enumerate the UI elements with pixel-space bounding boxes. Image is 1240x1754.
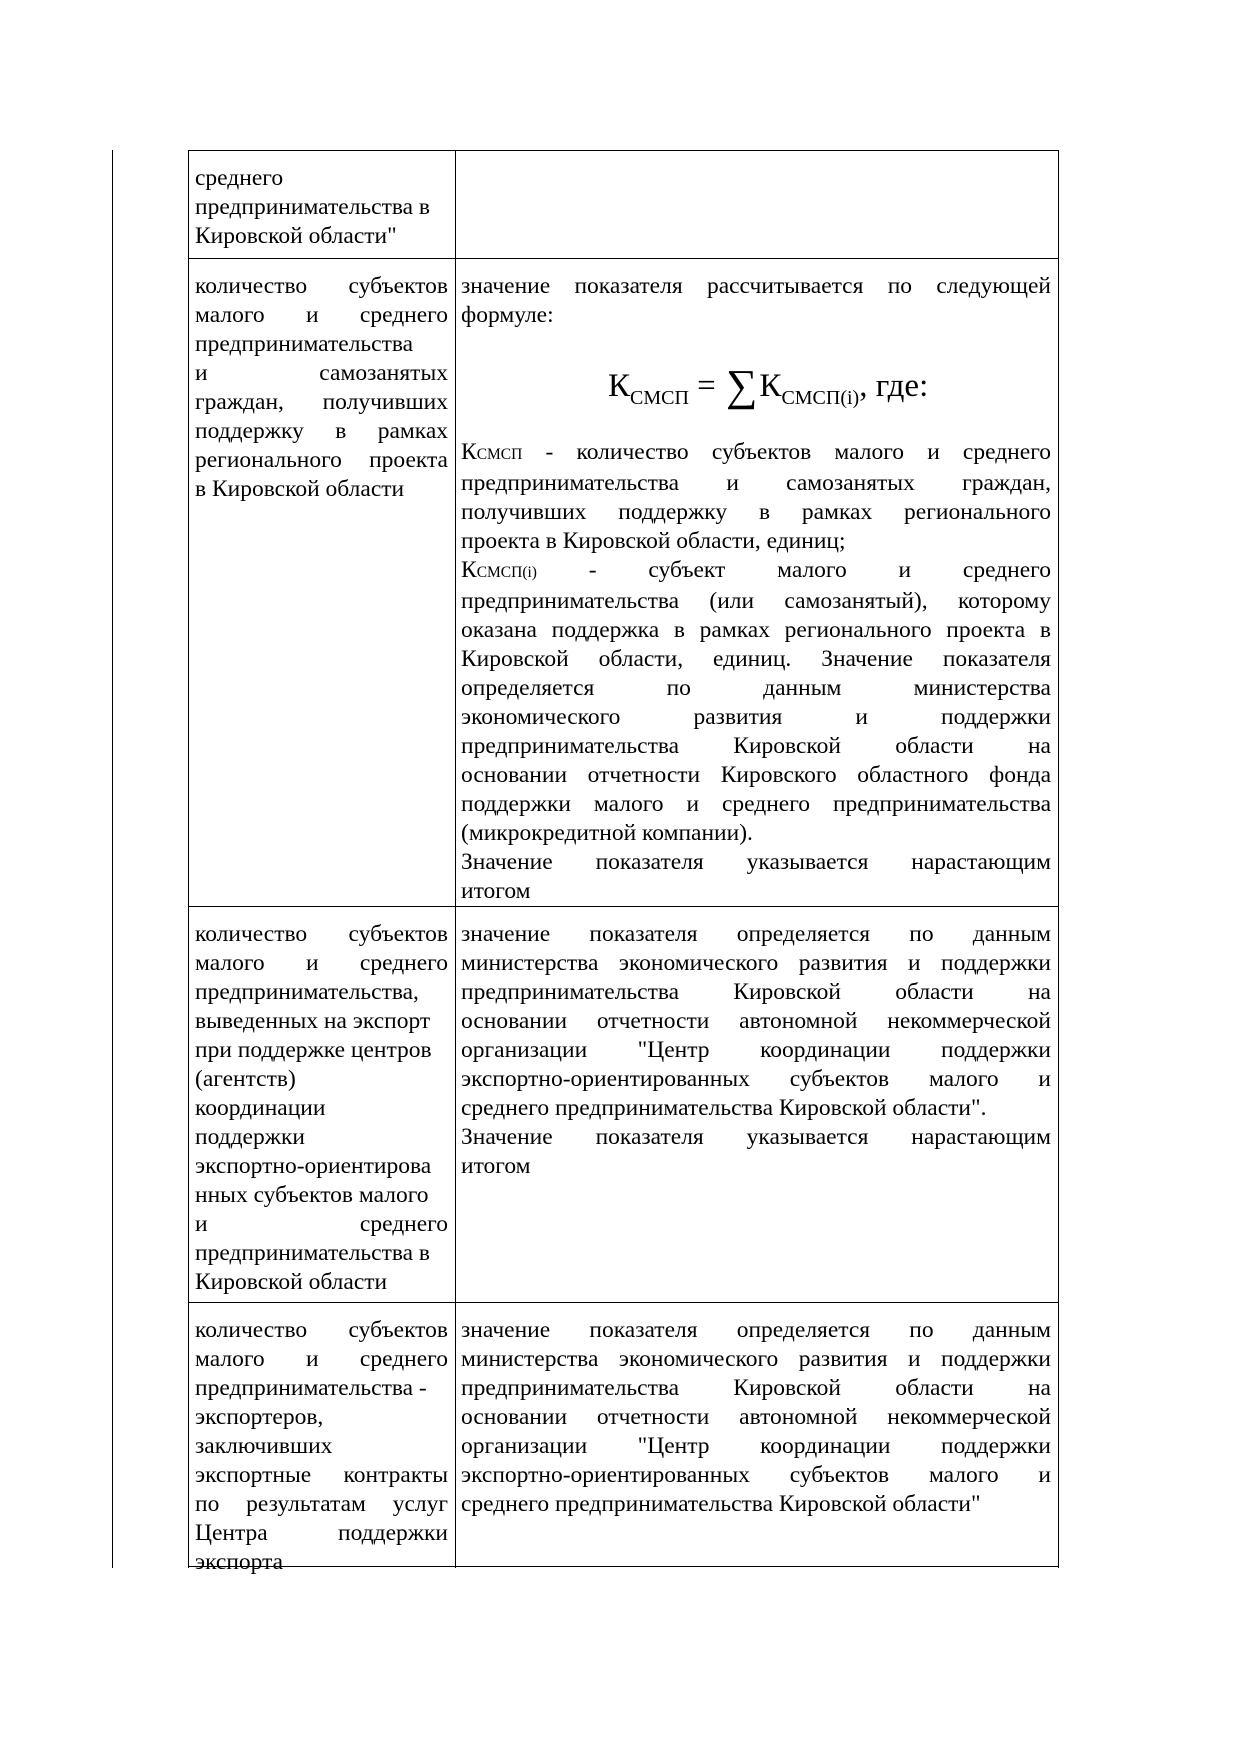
definition-line: экономического развития и поддержки [461, 704, 1051, 730]
table-row-divider [188, 1302, 1059, 1303]
sum-symbol: ∑ [726, 361, 758, 410]
indicator-line: предпринимательства в [195, 1240, 431, 1266]
indicator-line: предпринимательства [195, 331, 414, 357]
table-row-2-method-intro [461, 272, 1051, 330]
method-line: среднего предпринимательства Кировской области". [461, 1095, 987, 1121]
indicator-line: по результатам услуг [195, 1491, 448, 1517]
method-line: основании отчетности автономной некоммерческой [461, 1404, 1051, 1430]
definition-line: (микрокредитной компании). [461, 820, 753, 846]
indicator-line: координации [195, 1095, 326, 1121]
method-line: значение показателя определяется по данным [461, 1317, 1051, 1343]
method-line: организации "Центр координации поддержки [461, 1433, 1051, 1459]
indicator-line: предпринимательства - [195, 1375, 427, 1401]
method-line: Значение показателя указывается нарастающим [461, 1124, 1051, 1150]
indicator-line: среднего [195, 165, 284, 191]
indicator-line: предпринимательства, [195, 979, 419, 1005]
indicator-line: заключивших [195, 1433, 333, 1459]
formula-equals: = [697, 368, 716, 404]
method-line: среднего предпринимательства Кировской области" [461, 1491, 981, 1517]
def2-symbol: К [461, 557, 477, 583]
indicator-line: Кировской области" [195, 223, 397, 249]
indicator-line: при поддержке центров [195, 1037, 432, 1063]
table-border-col1 [188, 150, 189, 1568]
indicator-line: экспорта [195, 1549, 284, 1575]
definition-line: поддержки малого и среднего предпринимательства [461, 791, 1051, 817]
definition-line: определяется по данным министерства [461, 675, 1051, 701]
indicator-line: Кировской области [195, 1269, 388, 1295]
method-line: экспортно-ориентированных субъектов малого и [461, 1462, 1051, 1488]
indicator-line: количество субъектов [195, 921, 448, 947]
indicator-line: количество субъектов [195, 1317, 448, 1343]
indicator-line: малого и среднего [195, 1346, 448, 1372]
indicator-line: малого и среднего [195, 302, 448, 328]
indicator-line: и среднего [195, 1211, 448, 1237]
definition-line: предпринимательства и самозанятых граждан, [461, 470, 1051, 496]
definition-line: предпринимательства (или самозанятый), которому [461, 588, 1051, 614]
table-row-2-indicator [195, 272, 448, 504]
method-line: организации "Центр координации поддержки [461, 1037, 1051, 1063]
method-line: министерства экономического развития и поддержки [461, 950, 1051, 976]
definition-line: предпринимательства Кировской области на [461, 733, 1051, 759]
table-border-col2 [455, 150, 456, 1568]
definition-line: основании отчетности Кировского областного фонда [461, 762, 1051, 788]
method-line: формуле: [461, 302, 554, 328]
indicator-line: (агентств) [195, 1066, 296, 1092]
indicator-line: выведенных на экспорт [195, 1008, 431, 1034]
indicator-line: и самозанятых [195, 360, 448, 386]
indicator-line: экспортеров, [195, 1404, 324, 1430]
formula [608, 362, 928, 410]
indicator-line: предпринимательства в [195, 194, 431, 220]
method-line: значение показателя рассчитывается по следующей [461, 273, 1051, 299]
indicator-line: Центра поддержки [195, 1520, 448, 1546]
table-row-2-method-definitions [461, 438, 1051, 906]
method-line: значение показателя определяется по данным [461, 921, 1051, 947]
indicator-line: поддержку в рамках [195, 418, 448, 444]
table-row-3-indicator [195, 920, 448, 1297]
definition-line [461, 438, 1051, 469]
indicator-line: экспортно-ориентирова [195, 1153, 432, 1179]
formula-rhs: К [759, 368, 782, 404]
def2-text: - субъект малого и среднего [536, 557, 1051, 583]
indicator-line: малого и среднего [195, 950, 448, 976]
method-line: итогом [461, 1153, 531, 1179]
def1-symbol-sub: СМСП [476, 446, 523, 463]
indicator-line: регионального проекта [195, 447, 448, 473]
formula-rhs-sub: СМСП(i) [781, 387, 860, 409]
indicator-line: граждан, получивших [195, 389, 448, 415]
table-border-left [112, 150, 113, 1568]
indicator-line: экспортные контракты [195, 1462, 448, 1488]
indicator-line: нных субъектов малого [195, 1182, 429, 1208]
indicator-line: количество субъектов [195, 273, 448, 299]
table-row-4-indicator [195, 1316, 448, 1577]
def1-text: - количество субъектов малого и среднего [522, 439, 1051, 465]
table-row-1-indicator [195, 164, 448, 251]
table-row-4-method [461, 1316, 1051, 1519]
table-border-top [188, 150, 1059, 151]
method-line: предпринимательства Кировской области на [461, 1375, 1051, 1401]
method-line: экспортно-ориентированных субъектов малого и [461, 1066, 1051, 1092]
method-line: основании отчетности автономной некоммерческой [461, 1008, 1051, 1034]
indicator-line: в Кировской области [195, 476, 405, 502]
definition-line: проекта в Кировской области, единиц; [461, 528, 846, 554]
def2-symbol-sub: СМСП(i) [476, 564, 537, 581]
table-row-divider [188, 258, 1059, 259]
definition-line: Кировской области, единиц. Значение показателя [461, 646, 1051, 672]
method-line: предпринимательства Кировской области на [461, 979, 1051, 1005]
formula-lhs: К [608, 368, 631, 404]
indicator-line: поддержки [195, 1124, 305, 1150]
method-line: министерства экономического развития и поддержки [461, 1346, 1051, 1372]
formula-lhs-sub: СМСП [630, 387, 689, 409]
definition-line [461, 556, 1051, 587]
table-border-right [1058, 150, 1059, 1568]
definition-line: итогом [461, 878, 531, 904]
def1-symbol: К [461, 439, 477, 465]
table-row-3-method [461, 920, 1051, 1181]
table-row-divider [188, 906, 1059, 907]
formula-tail: , где: [859, 368, 929, 404]
definition-line: Значение показателя указывается нарастающим [461, 849, 1051, 875]
definition-line: получивших поддержку в рамках регионального [461, 499, 1051, 525]
definition-line: оказана поддержка в рамках регионального проекта в [461, 617, 1051, 643]
